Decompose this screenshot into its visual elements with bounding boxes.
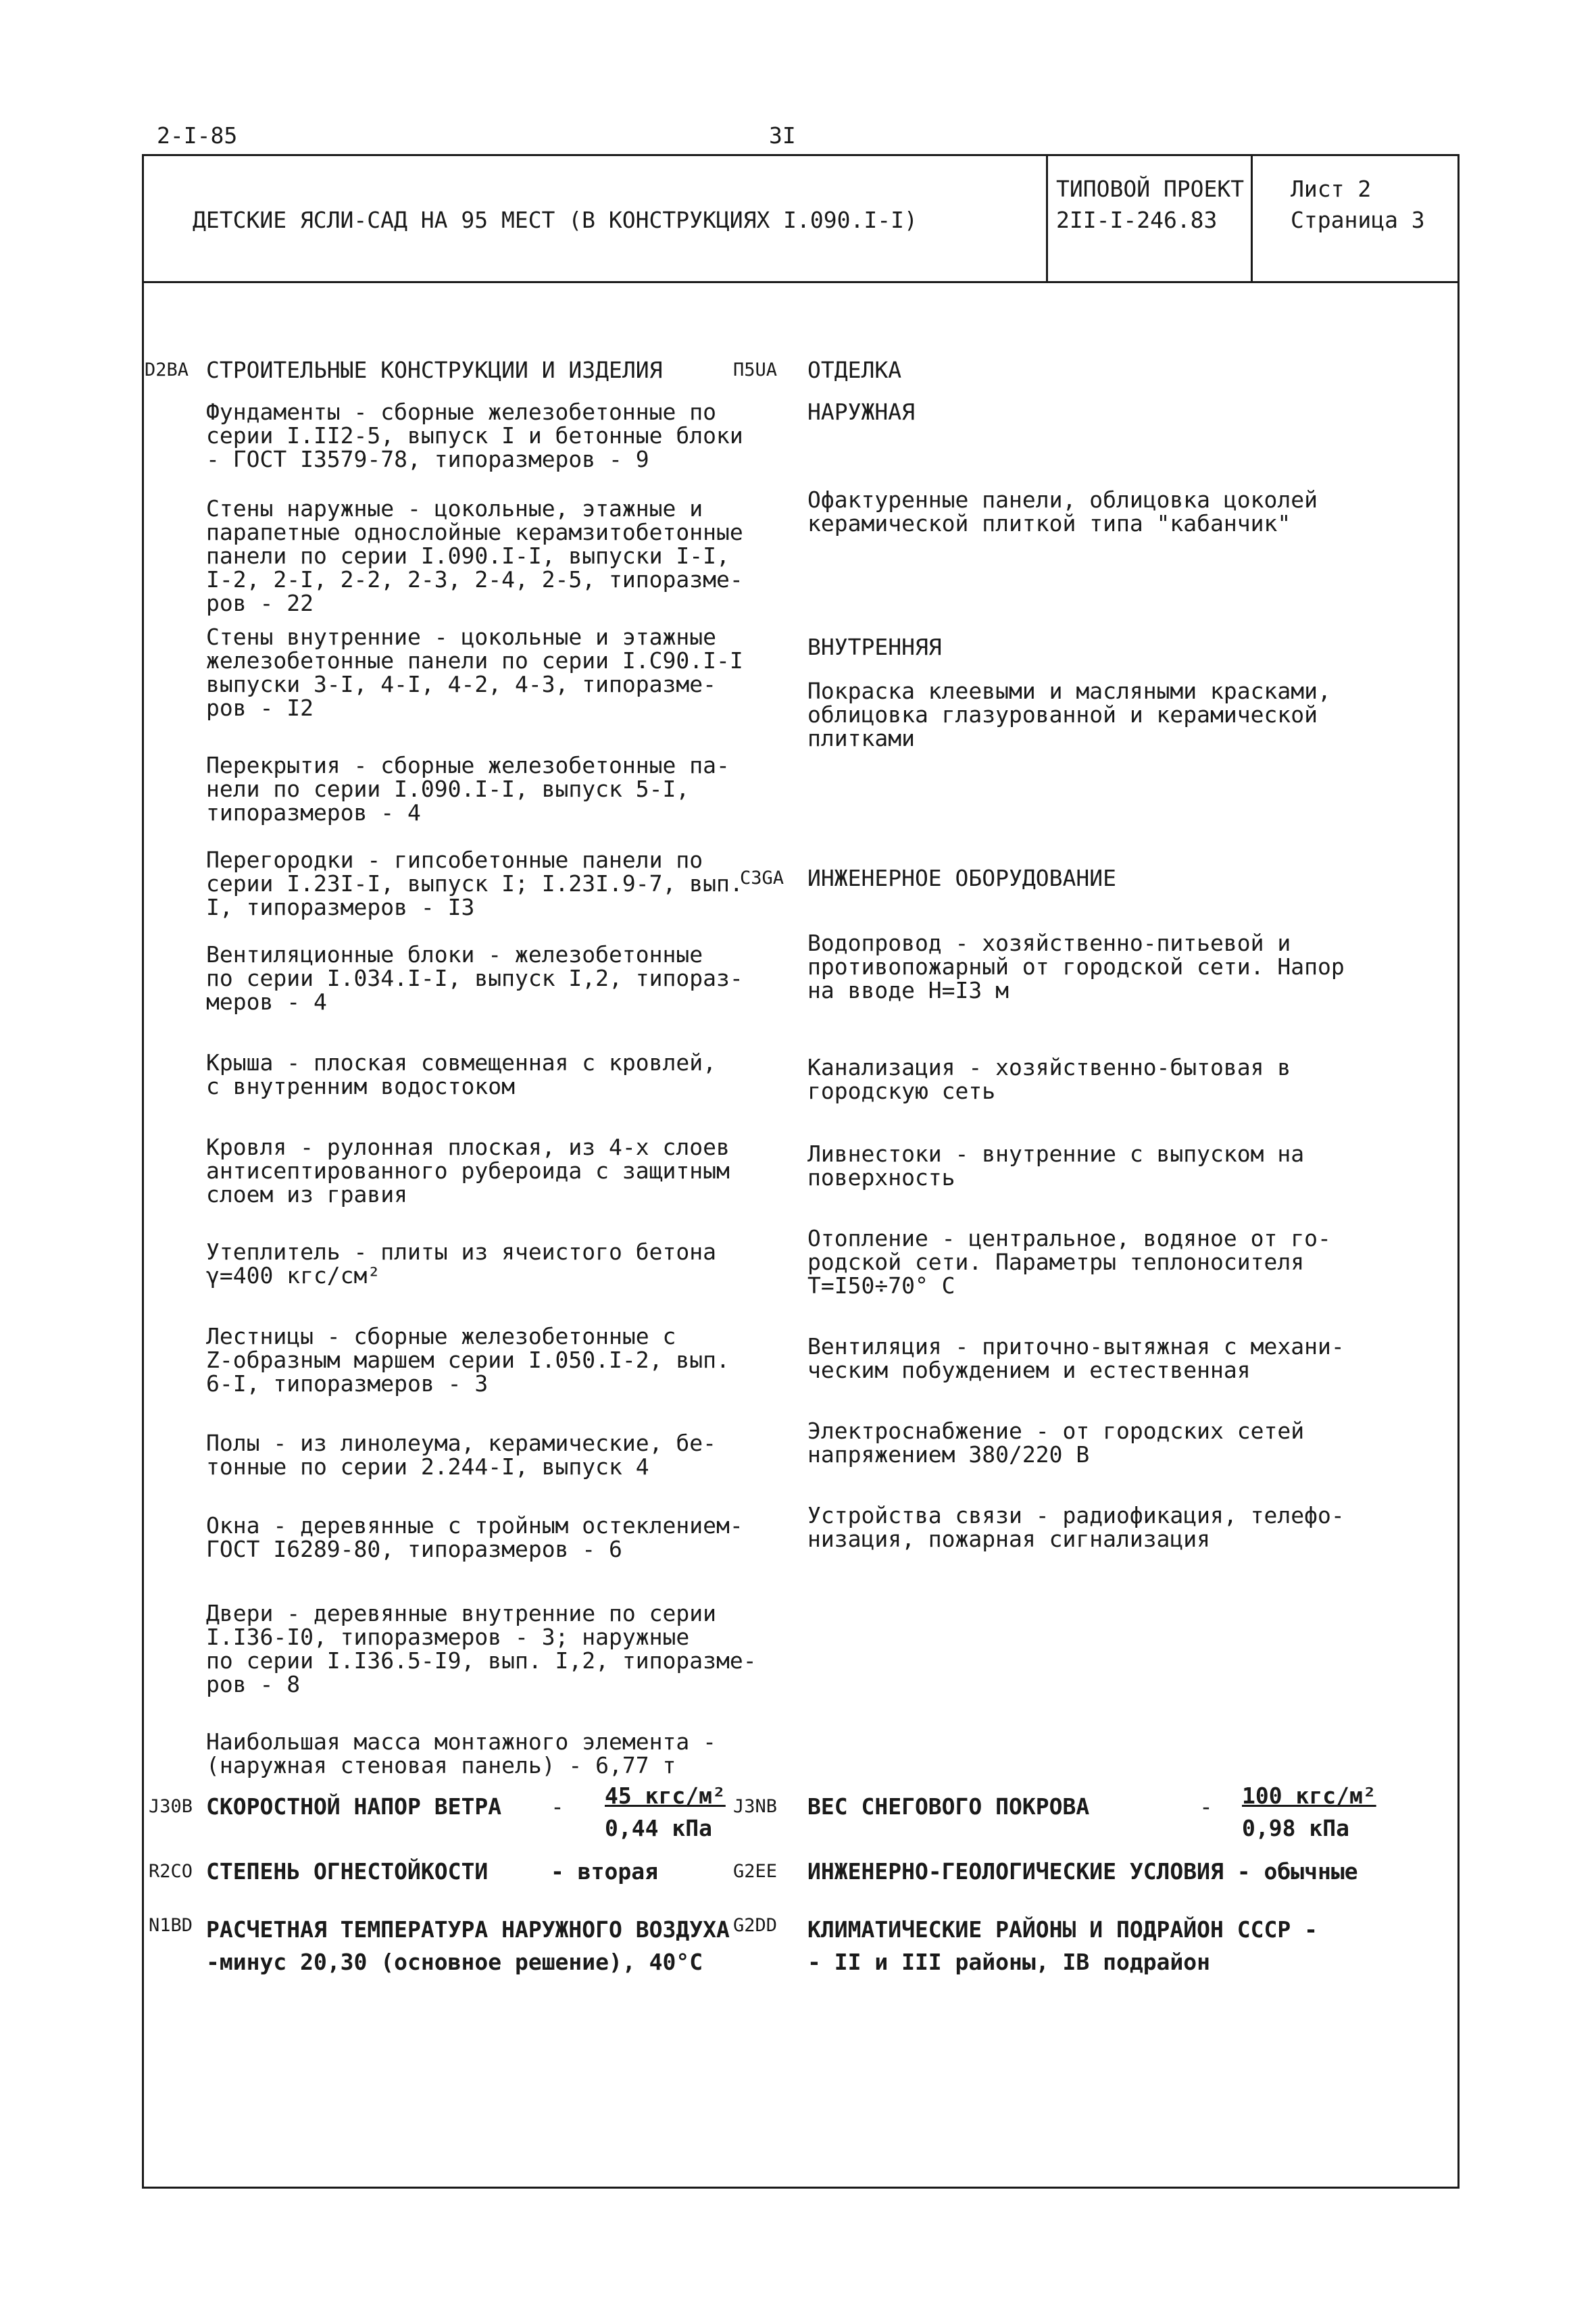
- sheet-number: Лист 2: [1291, 176, 1372, 202]
- fire-value: - вторая: [551, 1858, 658, 1885]
- document-title: ДЕТСКИЕ ЯСЛИ-САД НА 95 МЕСТ (В КОНСТРУКЦИЯХ I.090.I-I): [193, 207, 918, 233]
- page-number: 3I: [769, 122, 796, 149]
- temp-text: РАСЧЕТНАЯ ТЕМПЕРАТУРА НАРУЖНОГО ВОЗДУХА -минус 20,30 (основное решение), 40°С: [206, 1916, 730, 1975]
- eng-item: Вентиляция - приточно-вытяжная с механи- ческим побуждением и естественная: [807, 1333, 1345, 1383]
- eng-heading: ИНЖЕНЕРНОЕ ОБОРУДОВАНИЕ: [807, 865, 1116, 891]
- spec-item: Крыша - плоская совмещенная с кровлей, с внутренним водостоком: [206, 1049, 716, 1099]
- spec-item: Перегородки - гипсобетонные панели по серии I.23I-I, выпуск I; I.23I.9-7, вып. I, типоразмеров - I3: [206, 847, 743, 920]
- snow-value-kgs: 100 кгс/м²: [1242, 1783, 1376, 1809]
- spec-item: Двери - деревянные внутренние по серии I.I36-I0, типоразмеров - 3; наружные по серии I.I36.5-I9, вып. I,2, типоразме- ров - 8: [206, 1600, 757, 1697]
- geo-text: ИНЖЕНЕРНО-ГЕОЛОГИЧЕСКИЕ УСЛОВИЯ - обычные: [807, 1858, 1358, 1885]
- spec-item: Перекрытия - сборные железобетонные па- нели по серии I.090.I-I, выпуск 5-I, типоразмеров - 4: [206, 752, 730, 826]
- project-number: 2II-I-246.83: [1056, 207, 1218, 233]
- eng-item: Отопление - центральное, водяное от го- родской сети. Параметры теплоносителя Т=I50÷70° С: [807, 1225, 1331, 1299]
- outer-text: Офактуренные панели, облицовка цоколей керамической плиткой типа "кабанчик": [807, 487, 1318, 537]
- wind-code: J30B: [149, 1796, 193, 1817]
- spec-item: Стены наружные - цокольные, этажные и парапетные однослойные керамзитобетонные панели по серии I.090.I-I, выпуски I-I, I-2, 2-I, 2-2, 2-3, 2-4, 2-5, типоразме- ров - 22: [206, 495, 743, 616]
- page-label: Страница 3: [1291, 207, 1425, 233]
- outer-heading: НАРУЖНАЯ: [807, 399, 915, 425]
- fire-label: СТЕПЕНЬ ОГНЕСТОЙКОСТИ: [206, 1858, 489, 1885]
- inner-text: Покраска клеевыми и масляными красками, облицовка глазурованной и керамической плитками: [807, 678, 1331, 751]
- section-code: D2BA: [145, 359, 189, 380]
- wind-label: СКОРОСТНОЙ НАПОР ВЕТРА: [206, 1793, 502, 1820]
- temp-code: N1BD: [149, 1915, 193, 1936]
- snow-dash: -: [1199, 1793, 1213, 1820]
- snow-label: ВЕС СНЕГОВОГО ПОКРОВА: [807, 1793, 1090, 1820]
- climate-code: G2DD: [733, 1915, 778, 1936]
- page-code: 2-I-85: [157, 122, 238, 149]
- fire-code: R2CO: [149, 1861, 193, 1882]
- finish-heading: ОТДЕЛКА: [807, 357, 902, 383]
- spec-item: Окна - деревянные с тройным остеклением- ГОСТ I6289-80, типоразмеров - 6: [206, 1512, 743, 1562]
- spec-item: Фундаменты - сборные железобетонные по серии I.II2-5, выпуск I и бетонные блоки - ГОСТ I3579-78, типоразмеров - 9: [206, 399, 743, 472]
- eng-item: Ливнестоки - внутренние с выпуском на поверхность: [807, 1141, 1305, 1191]
- wind-value-kgs: 45 кгс/м²: [605, 1783, 726, 1809]
- inner-heading: ВНУТРЕННЯЯ: [807, 634, 942, 660]
- climate-text: КЛИМАТИЧЕСКИЕ РАЙОНЫ И ПОДРАЙОН СССР - - II и III районы, IВ подрайон: [807, 1916, 1318, 1975]
- spec-item: Вентиляционные блоки - железобетонные по серии I.034.I-I, выпуск I,2, типораз- меров - 4: [206, 941, 743, 1015]
- section-heading: СТРОИТЕЛЬНЫЕ КОНСТРУКЦИИ И ИЗДЕЛИЯ: [206, 357, 663, 383]
- geo-code: G2EE: [733, 1861, 778, 1882]
- wind-value-kpa: 0,44 кПа: [605, 1815, 712, 1841]
- eng-item: Электроснабжение - от городских сетей напряжением 380/220 В: [807, 1418, 1305, 1468]
- snow-code: J3NB: [733, 1796, 778, 1817]
- spec-item: Полы - из линолеума, керамические, бе- тонные по серии 2.244-I, выпуск 4: [206, 1430, 716, 1480]
- eng-item: Устройства связи - радиофикация, телефо- низация, пожарная сигнализация: [807, 1502, 1345, 1552]
- snow-value-kpa: 0,98 кПа: [1242, 1815, 1349, 1841]
- eng-code: C3GA: [740, 868, 784, 889]
- eng-item: Канализация - хозяйственно-бытовая в городскую сеть: [807, 1054, 1291, 1104]
- project-label: ТИПОВОЙ ПРОЕКТ: [1056, 176, 1245, 202]
- wind-dash: -: [551, 1793, 564, 1820]
- spec-item: Наибольшая масса монтажного элемента - (наружная стеновая панель) - 6,77 т: [206, 1728, 716, 1778]
- eng-item: Водопровод - хозяйственно-питьевой и противопожарный от городской сети. Напор на вводе Н=I3 м: [807, 930, 1345, 1003]
- spec-item: Кровля - рулонная плоская, из 4-х слоев антисептированного рубероида с защитным слоем из гравия: [206, 1134, 730, 1208]
- spec-item: Утеплитель - плиты из ячеистого бетона γ=400 кгс/см²: [206, 1239, 716, 1289]
- finish-code: П5UA: [733, 359, 778, 380]
- spec-item: Стены внутренние - цокольные и этажные железобетонные панели по серии I.С90.I-I выпуски 3-I, 4-I, 4-2, 4-3, типоразме- ров - I2: [206, 624, 743, 721]
- spec-item: Лестницы - сборные железобетонные с Z-образным маршем серии I.050.I-2, вып. 6-I, типоразмеров - 3: [206, 1323, 730, 1397]
